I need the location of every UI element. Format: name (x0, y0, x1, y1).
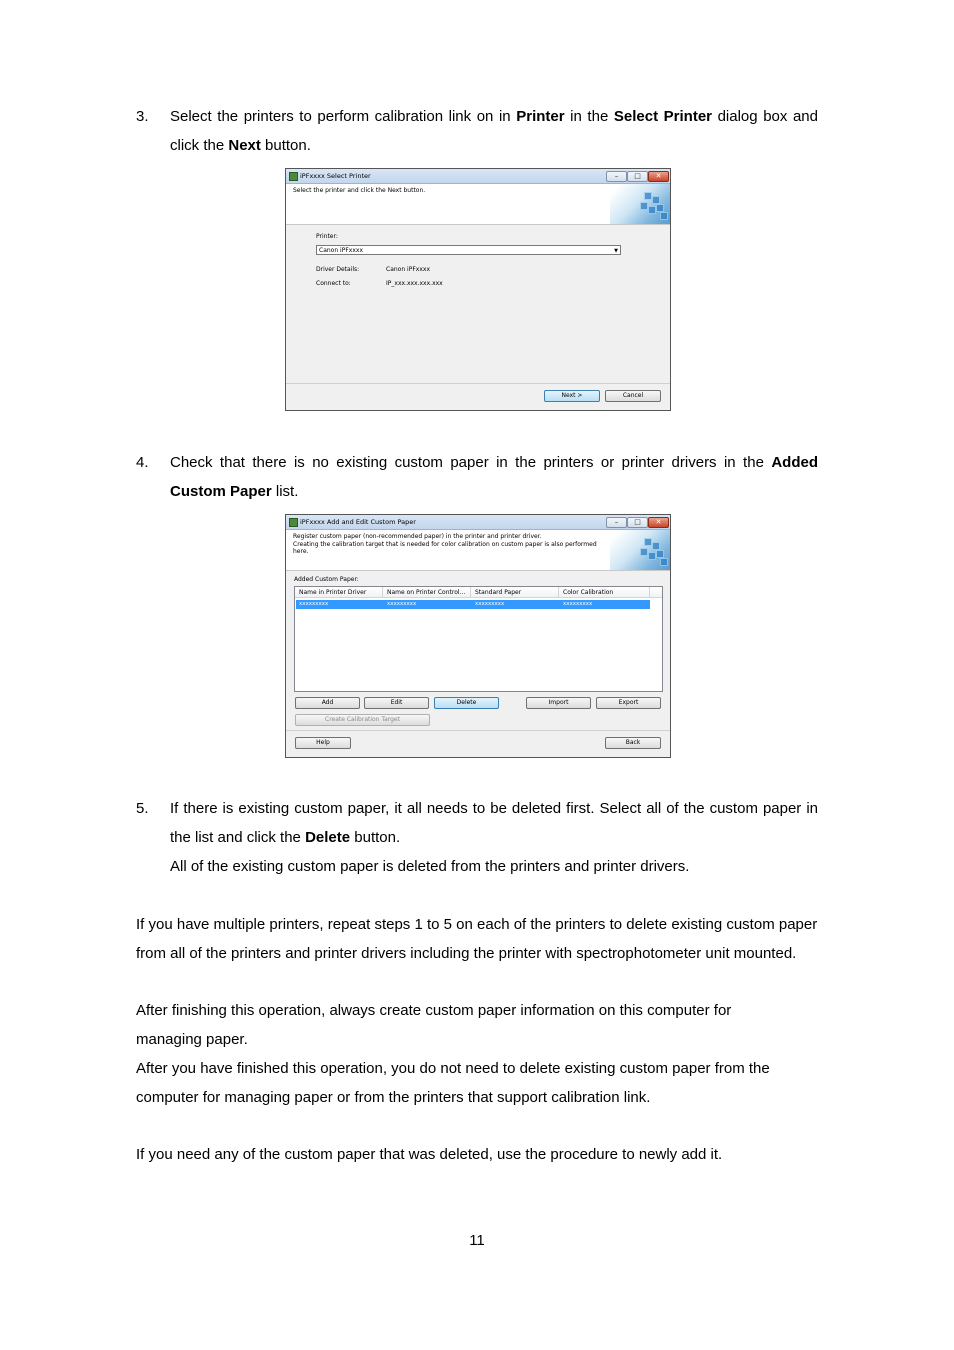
back-button[interactable]: Back (605, 737, 661, 749)
cancel-button[interactable]: Cancel (605, 390, 661, 402)
row-control-name: xxxxxxxxx (387, 601, 417, 607)
dialog-titlebar (286, 515, 670, 530)
paragraph-newly-add: If you need any of the custom paper that was deleted, use the procedure to newly add it. (136, 1146, 723, 1163)
select-printer-term: Select Printer (613, 108, 712, 125)
create-calibration-target-button[interactable]: Create Calibration Target (295, 714, 430, 726)
minimize-button[interactable]: – (606, 517, 627, 528)
connect-to-label: Connect to: (316, 280, 351, 287)
step-3-number: 3. (136, 108, 149, 125)
added-custom-paper-term: Added Custom Paper (170, 454, 818, 500)
maximize-button[interactable]: □ (627, 517, 648, 528)
dialog-header (286, 530, 670, 571)
chevron-down-icon: ▼ (614, 248, 618, 254)
export-button[interactable]: Export (596, 697, 661, 709)
dialog-instruction: Select the printer and click the Next button. (293, 187, 426, 194)
delete-term: Delete (305, 829, 351, 846)
driver-details-value: Canon iPFxxxx (386, 266, 430, 273)
row-driver-name: xxxxxxxxx (299, 601, 329, 607)
step-3-text: Select the printers to perform calibration link on in Printer in the Select Printer dialog box and click the Next button. (170, 108, 818, 154)
footer-divider (286, 730, 670, 731)
edit-button[interactable]: Edit (364, 697, 429, 709)
step-5-text: If there is existing custom paper, it all needs to be deleted first. Select all of the custom paper in the list and click the Delete button. (170, 800, 818, 846)
dialog-header (286, 184, 670, 225)
table-row[interactable] (296, 600, 650, 609)
paragraph-after-finishing: After finishing this operation, always create custom paper information on this computer for managing paper. (136, 1002, 732, 1048)
add-edit-custom-paper-dialog (285, 514, 671, 758)
dialog-instruction (293, 533, 603, 556)
select-printer-dialog (285, 168, 671, 411)
canon-logo-graphic (610, 184, 670, 224)
next-term: Next (228, 137, 261, 154)
step-4-number: 4. (136, 454, 149, 471)
close-button[interactable]: ✕ (648, 517, 669, 528)
next-button[interactable]: Next > (544, 390, 600, 402)
step-5-number: 5. (136, 800, 149, 817)
header-line-1: Register custom paper (non-recommended paper) in the printer and printer driver. (293, 533, 542, 540)
printer-term: Printer (516, 108, 565, 125)
maximize-button[interactable]: □ (627, 171, 648, 182)
header-line-2: Creating the calibration target that is needed for color calibration on custom paper is also performed here. (293, 540, 597, 555)
printer-label: Printer: (316, 233, 338, 240)
dialog-titlebar (286, 169, 670, 184)
row-color-calibration: xxxxxxxxx (563, 601, 593, 607)
column-header-standard-paper[interactable]: Standard Paper (471, 587, 559, 598)
printer-app-icon (289, 518, 298, 527)
custom-paper-list[interactable] (294, 586, 663, 692)
driver-details-label: Driver Details: (316, 266, 360, 273)
paragraph-no-need-delete: After you have finished this operation, you do not need to delete existing custom paper from the computer for managing paper or from the printers that support calibration link. (136, 1060, 770, 1106)
printer-dropdown[interactable] (316, 245, 621, 255)
column-header-control-name[interactable]: Name on Printer Control... (383, 587, 471, 598)
footer-divider (286, 383, 670, 384)
dialog-title: iPFxxxx Select Printer (300, 172, 371, 180)
canon-logo-graphic (610, 530, 670, 570)
column-header-filler (650, 587, 662, 598)
column-header-driver-name[interactable]: Name in Printer Driver (295, 587, 383, 598)
delete-button[interactable]: Delete (434, 697, 499, 709)
printer-dropdown-value: Canon iPFxxxx (319, 247, 363, 254)
page-number: 11 (469, 1232, 485, 1249)
connect-to-value: IP_xxx.xxx.xxx.xxx (386, 280, 443, 287)
help-button[interactable]: Help (295, 737, 351, 749)
row-standard-paper: xxxxxxxxx (475, 601, 505, 607)
add-button[interactable]: Add (295, 697, 360, 709)
close-button[interactable]: ✕ (648, 171, 669, 182)
dialog-title: iPFxxxx Add and Edit Custom Paper (300, 518, 416, 526)
paragraph-multiple-printers: If you have multiple printers, repeat steps 1 to 5 on each of the printers to delete existing custom paper from all of the printers and printer drivers including the printer with spectrophotometer unit mounted. (136, 916, 818, 962)
minimize-button[interactable]: – (606, 171, 627, 182)
added-custom-paper-label: Added Custom Paper: (294, 576, 359, 583)
step-4-text: Check that there is no existing custom paper in the printers or printer drivers in the Added Custom Paper list. (170, 454, 818, 500)
printer-app-icon (289, 172, 298, 181)
import-button[interactable]: Import (526, 697, 591, 709)
column-header-color-calibration[interactable]: Color Calibration (559, 587, 650, 598)
step-5-result: All of the existing custom paper is deleted from the printers and printer drivers. (170, 858, 690, 875)
